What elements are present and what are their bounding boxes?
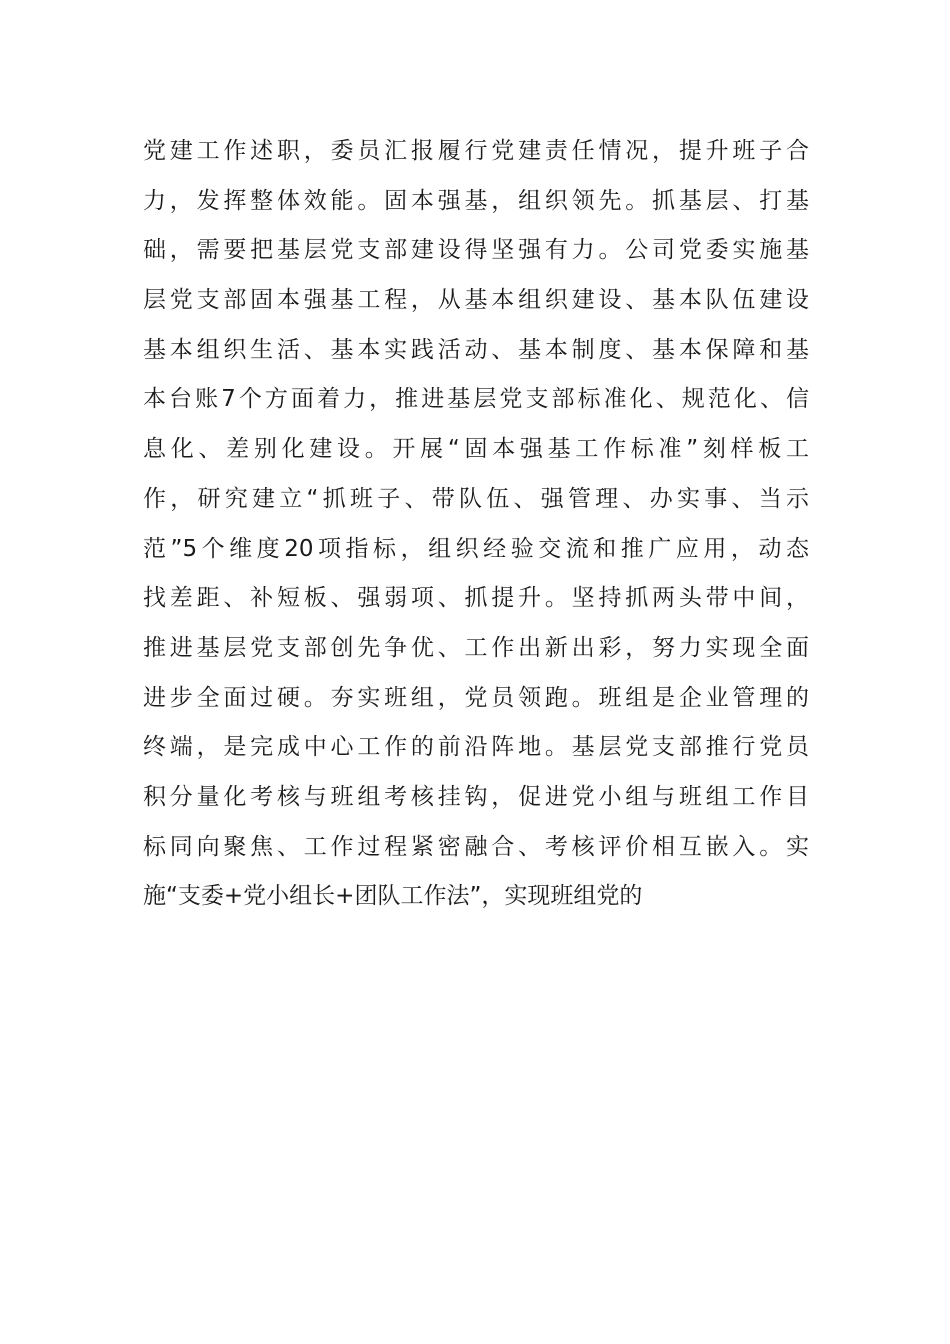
paragraph-line-16: 施“支委+党小组长+团队工作法”，实现班组党的 [143, 883, 643, 910]
paragraph-line-14: 积分量化考核与班组考核挂钩，促进党小组与班组工作目 [143, 783, 809, 810]
paragraph-line-15: 标同向聚焦、工作过程紧密融合、考核评价相互嵌入。实 [143, 833, 809, 860]
paragraph-line-4: 层党支部固本强基工程，从基本组织建设、基本队伍建设 [143, 287, 809, 314]
paragraph-line-2: 力，发挥整体效能。固本强基，组织领先。抓基层、打基 [143, 187, 809, 214]
paragraph-line-13: 终端，是完成中心工作的前沿阵地。基层党支部推行党员 [143, 734, 809, 761]
paragraph-line-6: 本台账7个方面着力，推进基层党支部标准化、规范化、信 [143, 386, 809, 413]
paragraph-line-3: 础，需要把基层党支部建设得坚强有力。公司党委实施基 [143, 237, 809, 264]
paragraph-line-5: 基本组织生活、基本实践活动、基本制度、基本保障和基 [143, 336, 809, 363]
paragraph-line-9: 范”5个维度20项指标，组织经验交流和推广应用，动态 [143, 535, 809, 562]
body-paragraph [143, 127, 809, 922]
paragraph-line-8: 作，研究建立“抓班子、带队伍、强管理、办实事、当示 [143, 485, 809, 512]
paragraph-line-12: 进步全面过硬。夯实班组，党员领跑。班组是企业管理的 [143, 684, 809, 711]
paragraph-line-7: 息化、差别化建设。开展“固本强基工作标准”刻样板工 [143, 436, 809, 463]
paragraph-line-10: 找差距、补短板、强弱项、抓提升。坚持抓两头带中间， [143, 585, 809, 612]
paragraph-line-11: 推进基层党支部创先争优、工作出新出彩，努力实现全面 [143, 634, 809, 661]
paragraph-line-1: 党建工作述职，委员汇报履行党建责任情况，提升班子合 [143, 138, 809, 164]
